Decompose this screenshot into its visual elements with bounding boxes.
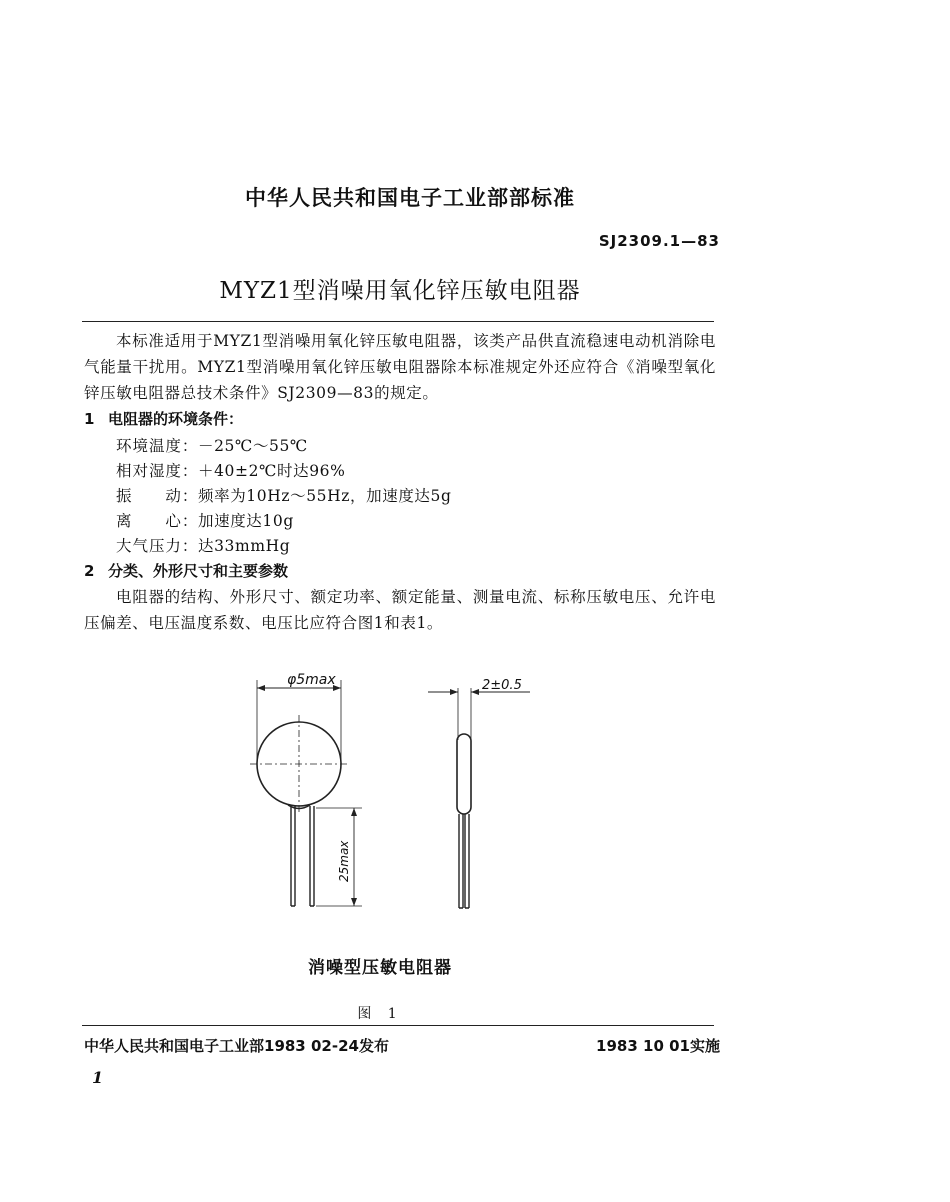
section-2-paragraph: 电阻器的结构、外形尺寸、额定功率、额定能量、测量电流、标称压敏电压、允许电压偏差、电压温度系数、电压比应符合图1和表1。 <box>84 588 716 632</box>
env-item-label: 振 动： <box>116 487 198 505</box>
env-item-humidity <box>116 459 345 481</box>
section-2-heading <box>84 560 288 581</box>
page-number: 1 <box>92 1068 104 1087</box>
thickness-arrowheads <box>450 689 479 695</box>
varistor-figure <box>240 660 540 930</box>
document-title: MYZ1型消噪用氧化锌压敏电阻器 <box>219 278 581 304</box>
section-2-number: 2 <box>84 562 95 580</box>
env-item-value: 达33mmHg <box>198 537 291 555</box>
lead-length-label: 25max <box>337 840 351 882</box>
env-item-value: －25℃～55℃ <box>198 437 308 455</box>
issue-date: 中华人民共和国电子工业部1983 02-24发布 <box>84 1037 389 1055</box>
side-view <box>428 688 530 908</box>
figure-caption: 消噪型压敏电阻器 <box>308 958 452 978</box>
env-item-pressure <box>116 534 290 556</box>
standard-code: SJ2309.1—83 <box>598 232 720 250</box>
env-item-label: 大气压力： <box>116 537 198 555</box>
env-item-value: 加速度达10g <box>198 512 294 530</box>
env-item-label: 相对湿度： <box>116 462 198 480</box>
thickness-label: 2±0.5 <box>482 678 522 693</box>
env-item-label: 环境温度： <box>116 437 198 455</box>
section-1-title: 电阻器的环境条件： <box>108 410 244 428</box>
env-item-value: ＋40±2℃时达96% <box>198 462 346 480</box>
intro-paragraph: 本标准适用于MYZ1型消噪用氧化锌压敏电阻器，该类产品供直流稳速电动机消除电气能量干扰用。MYZ1型消噪用氧化锌压敏电阻器除本标准规定外还应符合《消噪型氧化锌压敏电阻器总技术条件》SJ2309—83的规定。 <box>84 332 716 402</box>
env-item-vibration <box>116 484 452 506</box>
org-standard-title: 中华人民共和国电子工业部部标准 <box>245 186 575 210</box>
section-1-heading <box>84 408 243 429</box>
footer-rule <box>82 1025 714 1026</box>
figure-label: 图 1 <box>357 1006 403 1022</box>
section-1-number: 1 <box>84 410 95 428</box>
disc-side-profile <box>457 734 471 814</box>
env-item-centrifuge <box>116 509 294 531</box>
title-rule <box>82 321 714 322</box>
env-item-temperature <box>116 434 308 456</box>
env-item-value: 频率为10Hz～55Hz，加速度达5g <box>198 487 452 505</box>
env-item-label: 离 心： <box>116 512 198 530</box>
diameter-label: φ5max <box>287 672 336 688</box>
effective-date: 1983 10 01实施 <box>596 1037 720 1055</box>
section-2-title: 分类、外形尺寸和主要参数 <box>108 562 289 580</box>
